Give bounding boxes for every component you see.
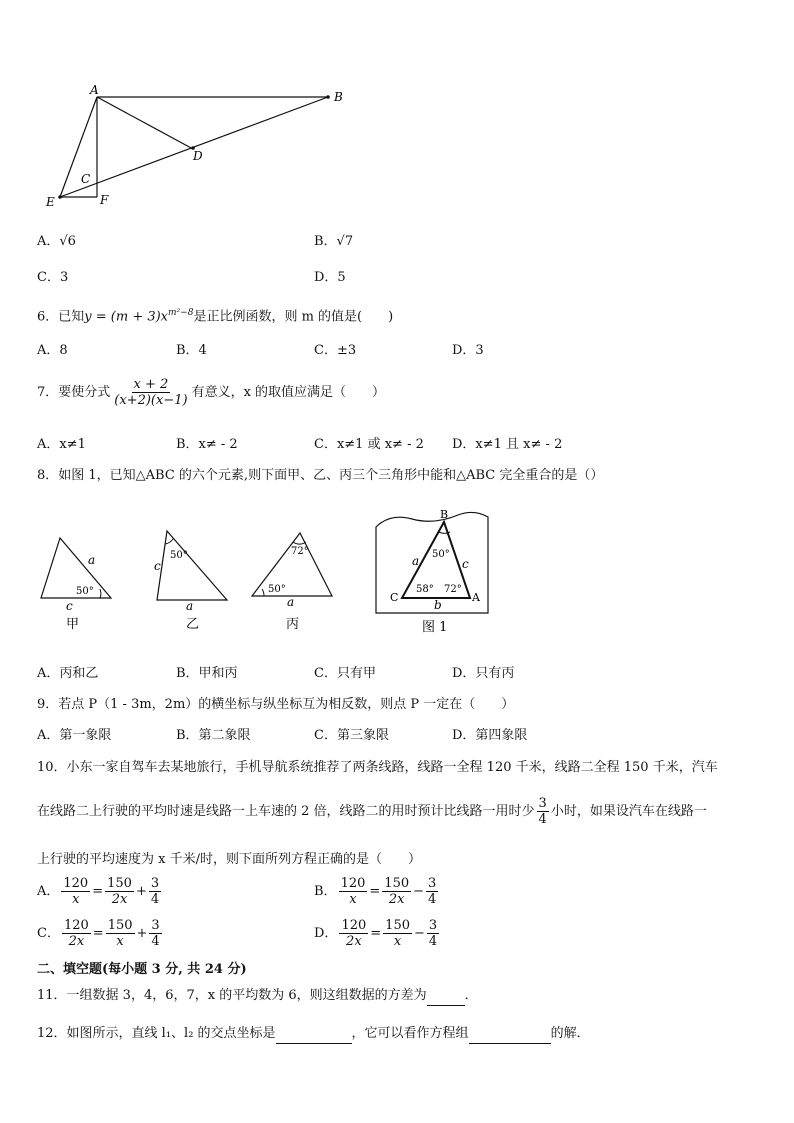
- yi-label-c: c: [154, 559, 161, 573]
- jia-label-angle: 50°: [76, 586, 94, 597]
- q9-option-a[interactable]: A．第一象限: [37, 728, 112, 743]
- q6-formula: y = (m + 3)x: [84, 309, 169, 325]
- q7-suffix: 有意义，x 的取值应满足（ ）: [191, 385, 386, 400]
- q9-stem: 9．若点 P（1 - 3m，2m）的横坐标与纵坐标互为相反数，则点 P 一定在（ ）: [37, 697, 515, 712]
- q5-option-d[interactable]: D．5: [314, 270, 346, 285]
- q8-stem: 8．如图 1，已知△ABC 的六个元素,则下面甲、乙、丙三个三角形中能和△ABC 完全重合的是（）: [37, 468, 604, 483]
- q7-option-b[interactable]: B．x≠ - 2: [176, 437, 238, 452]
- q12-blank-2[interactable]: [469, 1029, 551, 1044]
- q7-numerator: x + 2: [133, 377, 169, 392]
- q8-figure-bing: [248, 528, 348, 638]
- q8-option-a[interactable]: A．丙和乙: [37, 666, 99, 681]
- q7-prefix: 7．要使分式: [37, 385, 111, 400]
- caption-bing: 丙: [286, 617, 300, 632]
- fig1-label-C: C: [390, 591, 399, 604]
- fig1-label-B: B: [440, 508, 449, 521]
- q6-stem: [37, 303, 393, 323]
- fig1-label-b: b: [434, 598, 442, 612]
- q8-figure-1: [372, 505, 494, 640]
- fig1-label-c: c: [462, 557, 469, 571]
- q6-suffix: 是正比例函数，则 m 的值是( ): [193, 309, 394, 325]
- caption-jia: 甲: [66, 617, 80, 632]
- q11-stem: 11．一组数据 3，4，6，7，x 的平均数为 6，则这组数据的方差为 ．: [37, 986, 478, 1006]
- q10-line1: 10．小东一家自驾车去某地旅行，手机导航系统推荐了两条线路，线路一全程 120 千米，线路二全程 150 千米，汽车: [37, 760, 718, 775]
- q10-line3: 上行驶的平均速度为 x 千米/时，则下面所列方程正确的是（ ）: [37, 852, 421, 867]
- q10-option-a[interactable]: A． $\frac{120}{x}$ = $\frac{150}{2x}$ + $\frac{3}{4}$: [37, 876, 160, 907]
- bing-label-a: a: [287, 595, 295, 609]
- q7-option-a[interactable]: A．x≠1: [37, 437, 86, 452]
- jia-label-c: c: [66, 599, 73, 613]
- q6-option-a[interactable]: A．8: [37, 343, 68, 358]
- q9-option-d[interactable]: D．第四象限: [452, 728, 528, 743]
- label-F: F: [100, 193, 109, 207]
- bing-label-angle-top: 72°: [291, 546, 309, 557]
- q6-option-c[interactable]: C．±3: [314, 343, 357, 358]
- q10-frac-num: 3: [538, 796, 547, 811]
- fig1-label-angleB: 50°: [432, 549, 450, 560]
- section2-title: 二、填空题(每小题 3 分, 共 24 分): [37, 962, 247, 977]
- q7-option-c[interactable]: C．x≠1 或 x≠ - 2: [314, 437, 424, 452]
- q8-figure-yi: [152, 528, 242, 638]
- q10-option-b[interactable]: B． $\frac{120}{x}$ = $\frac{150}{2x}$ − $\frac{3}{4}$: [314, 876, 437, 907]
- q10-frac-den: 4: [538, 812, 547, 827]
- q7-stem: [37, 377, 385, 408]
- q11-answer-blank[interactable]: [427, 991, 465, 1006]
- q10-line2-a: 在线路二上行驶的平均时速是线路一上车速的 2 倍，线路二的用时预计比线路一用时少: [37, 804, 535, 819]
- label-B: B: [334, 90, 343, 104]
- q10-option-d[interactable]: D． $\frac{120}{2x}$ = $\frac{150}{x}$ − $\frac{3}{4}$: [314, 918, 438, 949]
- figure-top-geometry: [40, 82, 360, 212]
- bing-label-angle-left: 50°: [268, 584, 286, 595]
- fig1-label-angleA: 72°: [444, 584, 462, 595]
- q5-option-b[interactable]: B．√7: [314, 234, 354, 249]
- q10-option-c[interactable]: C． $\frac{120}{2x}$ = $\frac{150}{x}$ + $\frac{3}{4}$: [37, 918, 160, 949]
- q10-line2: [37, 796, 707, 827]
- fig1-label-angleC: 58°: [416, 584, 434, 595]
- yi-label-a: a: [186, 599, 194, 613]
- q6-exponent: m²−8: [168, 308, 194, 318]
- q8-figure-jia: [36, 528, 126, 638]
- q6-option-d[interactable]: D．3: [452, 343, 484, 358]
- label-E: E: [46, 195, 55, 209]
- q12-blank-1[interactable]: [276, 1029, 352, 1044]
- caption-fig1: 图 1: [422, 620, 448, 635]
- q8-option-b[interactable]: B．甲和丙: [176, 666, 238, 681]
- q7-denominator: (x+2)(x−1): [114, 393, 188, 408]
- label-D: D: [193, 149, 203, 163]
- caption-yi: 乙: [186, 617, 200, 632]
- q6-option-b[interactable]: B．4: [176, 343, 207, 358]
- q6-prefix: 6．已知: [37, 309, 85, 325]
- label-C: C: [81, 172, 91, 186]
- fig1-label-a: a: [412, 554, 420, 568]
- q7-option-d[interactable]: D．x≠1 且 x≠ - 2: [452, 437, 563, 452]
- q5-option-c[interactable]: C．3: [37, 270, 69, 285]
- q10-line2-b: 小时，如果设汽车在线路一: [550, 804, 707, 819]
- q5-option-a[interactable]: A．√6: [37, 234, 76, 249]
- yi-label-angle: 50°: [170, 550, 188, 561]
- q12-stem: 12．如图所示，直线 l₁、l₂ 的交点坐标是 ，它可以看作方程组 的解．: [37, 1024, 590, 1044]
- jia-label-a: a: [88, 553, 96, 567]
- label-A: A: [90, 83, 99, 97]
- q9-option-b[interactable]: B．第二象限: [176, 728, 251, 743]
- q8-option-c[interactable]: C．只有甲: [314, 666, 376, 681]
- q9-option-c[interactable]: C．第三象限: [314, 728, 389, 743]
- q8-option-d[interactable]: D．只有丙: [452, 666, 515, 681]
- fig1-label-A: A: [472, 591, 480, 604]
